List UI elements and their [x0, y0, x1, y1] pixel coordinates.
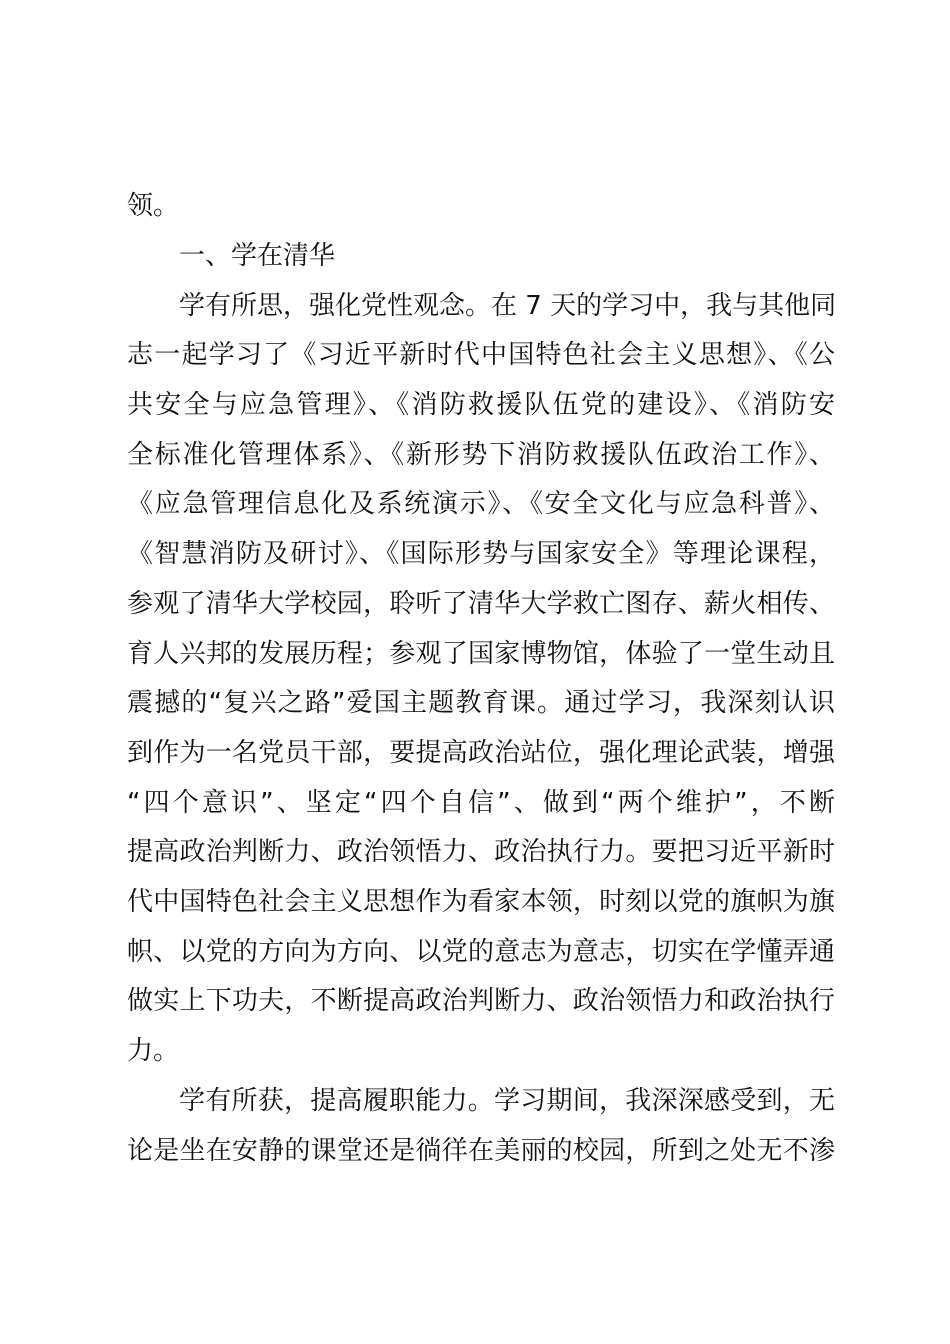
paragraph-line: 全标准化管理体系》、《新形势下消防救援队伍政治工作》、 — [127, 440, 835, 470]
paragraph-line: 参观了清华大学校园，聆听了清华大学救亡图存、薪火相传、 — [127, 589, 835, 619]
paragraph-line: 提高政治判断力、政治领悟力、政治执行力。要把习近平新时 — [127, 837, 835, 867]
paragraph-line: 代中国特色社会主义思想作为看家本领，时刻以党的旗帜为旗 — [127, 887, 835, 917]
paragraph-line: 力。 — [127, 1036, 180, 1066]
paragraph-line: 震撼的“复兴之路”爱国主题教育课。通过学习，我深刻认识 — [127, 688, 835, 718]
paragraph-line: 论是坐在安静的课堂还是徜徉在美丽的校园，所到之处无不渗 — [127, 1136, 835, 1166]
paragraph-line: 《应急管理信息化及系统演示》、《安全文化与应急科普》、 — [127, 489, 835, 519]
paragraph-line: 志一起学习了《习近平新时代中国特色社会主义思想》、《公 — [127, 340, 835, 370]
paragraph-line: 共安全与应急管理》、《消防救援队伍党的建设》、《消防安 — [127, 390, 835, 420]
paragraph-line: “四个意识”、坚定“四个自信”、做到“两个维护”，不断 — [127, 788, 835, 818]
paragraph-line: 学有所获，提高履职能力。学习期间，我深深感受到，无 — [179, 1086, 835, 1116]
paragraph-line: 育人兴邦的发展历程；参观了国家博物馆，体验了一堂生动且 — [127, 639, 835, 669]
paragraph-line: 学有所思，强化党性观念。在 7 天的学习中，我与其他同 — [179, 291, 837, 321]
paragraph-line: 做实上下功夫，不断提高政治判断力、政治领悟力和政治执行 — [127, 986, 835, 1016]
paragraph-line: 帜、以党的方向为方向、以党的意志为意志，切实在学懂弄通 — [127, 937, 835, 967]
paragraph-line: 到作为一名党员干部，要提高政治站位，强化理论武装，增强 — [127, 738, 835, 768]
paragraph-line: 《智慧消防及研讨》、《国际形势与国家安全》等理论课程， — [127, 539, 835, 569]
text-line: 领。 — [127, 191, 180, 221]
section-heading: 一、学在清华 — [179, 241, 336, 271]
